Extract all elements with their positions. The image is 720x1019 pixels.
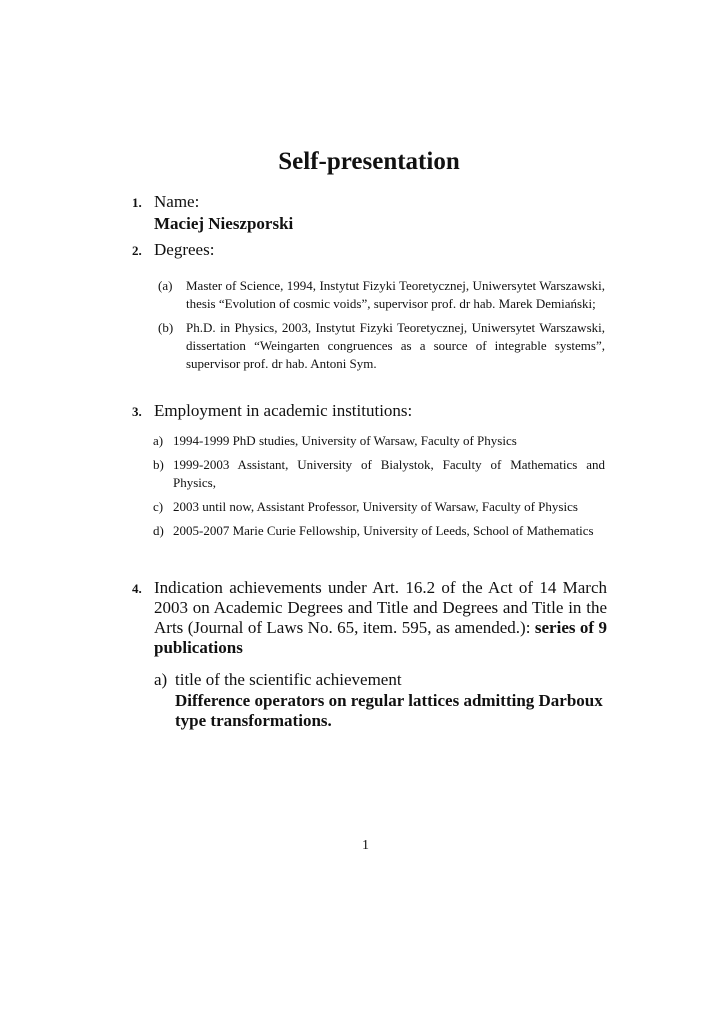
section-label: Name: bbox=[154, 192, 200, 211]
page-title: Self-presentation bbox=[278, 148, 460, 175]
item-marker: b) bbox=[153, 457, 164, 472]
list-item bbox=[153, 456, 605, 492]
employment-list bbox=[153, 432, 605, 540]
list-item bbox=[154, 670, 607, 731]
item-marker: d) bbox=[153, 523, 164, 538]
section-employment bbox=[132, 401, 607, 421]
section-label: Degrees: bbox=[154, 240, 215, 259]
list-item bbox=[153, 522, 605, 540]
section-name bbox=[132, 192, 607, 234]
item-text: 1999-2003 Assistant, University of Bialystok, Faculty of Mathematics and Physics, bbox=[173, 457, 605, 490]
list-item bbox=[158, 319, 605, 373]
item-marker: c) bbox=[153, 499, 164, 514]
degrees-list bbox=[158, 277, 605, 373]
item-text: 2005-2007 Marie Curie Fellowship, University of Leeds, School of Mathematics bbox=[173, 523, 594, 538]
page-number: 1 bbox=[362, 838, 369, 853]
item-marker: (b) bbox=[158, 320, 174, 335]
section-label bbox=[154, 578, 607, 658]
section-degrees bbox=[132, 240, 607, 260]
person-name: Maciej Nieszporski bbox=[154, 214, 294, 233]
item-text: 2003 until now, Assistant Professor, University of Warsaw, Faculty of Physics bbox=[173, 499, 578, 514]
item-marker: a) bbox=[154, 670, 168, 689]
item-text: Master of Science, 1994, Instytut Fizyki Teoretycznej, Uniwersytet Warszawski, thesis “Evolution of cosmic voids”, supervisor prof. dr hab. Marek Demiański; bbox=[186, 278, 605, 311]
section-number: 3. bbox=[132, 404, 142, 419]
item-marker: (a) bbox=[158, 278, 173, 293]
list-item bbox=[158, 277, 605, 313]
item-text: title of the scientific achievement bbox=[175, 670, 402, 689]
achievement-subsection bbox=[154, 670, 607, 731]
achievement-description: Indication achievements under Art. 16.2 of the Act of 14 March 2003 on Academic Degrees and Title and Degrees and Title in the Arts (Journal of Laws No. 65, item. 595, as amended.): bbox=[154, 578, 607, 637]
achievement-highlight: series of 9 publications bbox=[154, 618, 607, 657]
section-achievements bbox=[132, 578, 607, 658]
section-number: 1. bbox=[132, 195, 142, 210]
list-item bbox=[153, 432, 605, 450]
list-item bbox=[153, 498, 605, 516]
item-text: 1994-1999 PhD studies, University of Warsaw, Faculty of Physics bbox=[173, 433, 517, 448]
section-number: 2. bbox=[132, 243, 142, 258]
achievement-title: Difference operators on regular lattices admitting Darboux type transformations. bbox=[175, 691, 603, 730]
item-marker: a) bbox=[153, 433, 164, 448]
item-text: Ph.D. in Physics, 2003, Instytut Fizyki Teoretycznej, Uniwersytet Warszawski, dissertation “Weingarten congruences as a source of integrable systems”, supervisor prof. dr hab. Antoni Sym. bbox=[186, 320, 605, 371]
section-label: Employment in academic institutions: bbox=[154, 401, 413, 420]
section-number: 4. bbox=[132, 581, 142, 596]
